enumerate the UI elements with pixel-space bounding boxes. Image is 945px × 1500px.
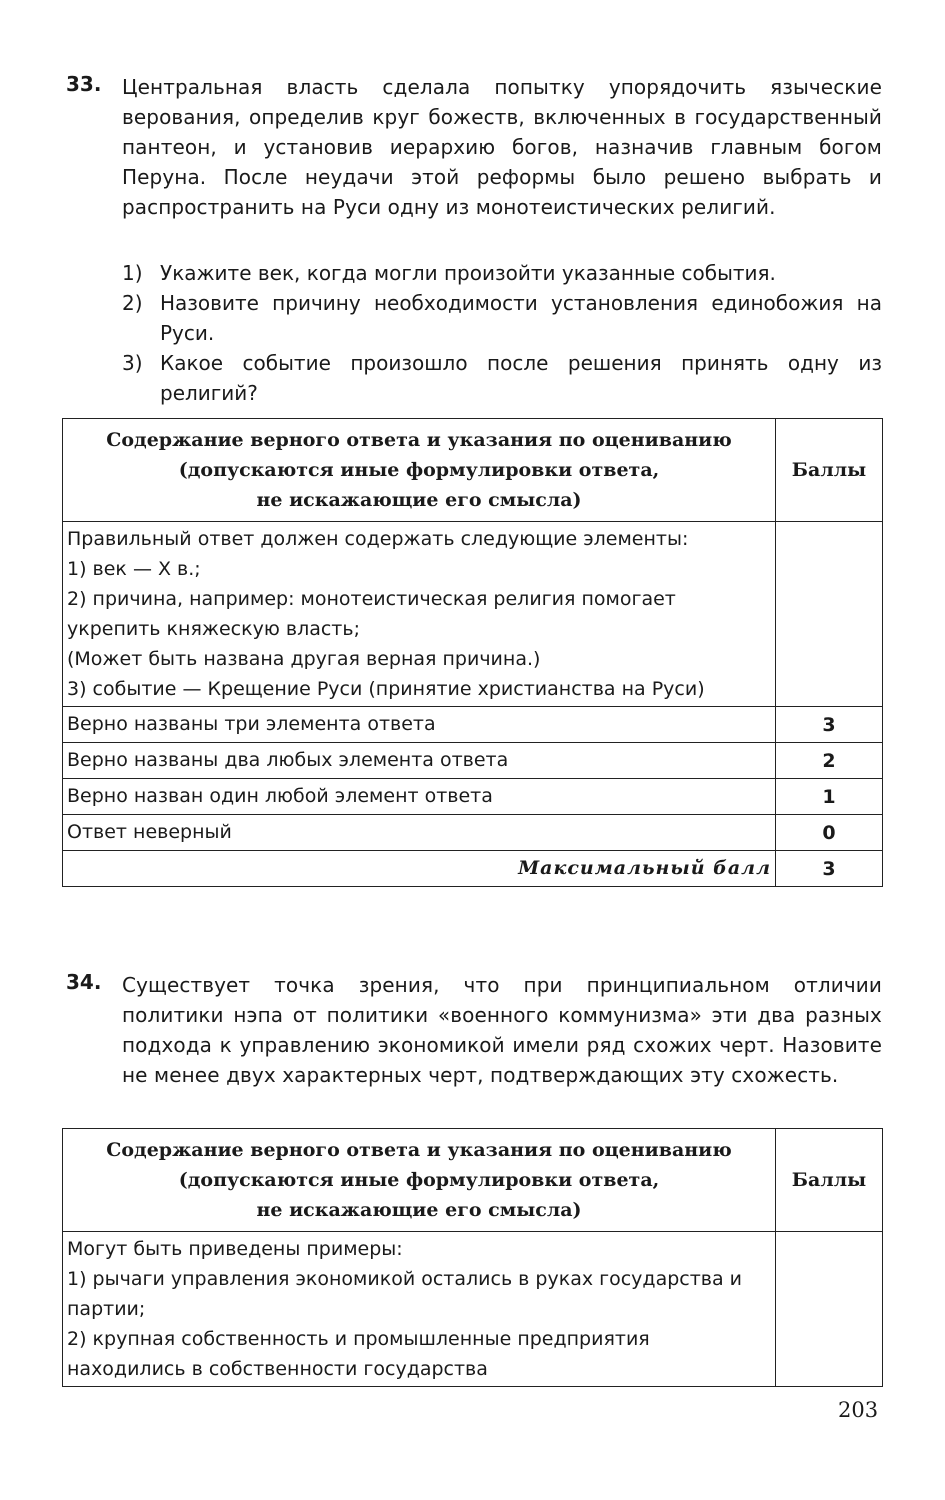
question-33-text: Центральная власть сделала попытку упорядочить языческие верования, определив круг божеств, включенных в государственный пантеон, и установив иерархию богов, назначив главным богом Перуна. После неудачи этой реформы было решено выбрать и распространить на Руси одну из монотеистических религий. [122, 75, 882, 219]
empty-cell [776, 522, 883, 707]
table-row: Ответ неверный 0 [63, 815, 883, 851]
table-header-points: Баллы [776, 1129, 883, 1232]
table-header-content: Содержание верного ответа и указания по оцениванию (допускаются иные формулировки ответа, не искажающие его смысла) [63, 1129, 776, 1232]
task-item: 3) Какое событие произошло после решения принять одну из религий? [122, 351, 882, 405]
question-34-text: Существует точка зрения, что при принципиальном отличии политики нэпа от политики «военного коммунизма» эти два разных подхода к управлению экономикой имели ряд схожих черт. Назовите не менее двух характерных черт, подтверждающих эту схожесть. [122, 973, 882, 1087]
task-item: 2) Назовите причину необходимости установления единобожия на Руси. [122, 291, 882, 345]
question-33-number: 33. [66, 72, 102, 96]
table-header-points: Баллы [776, 419, 883, 522]
task-item: 1) Укажите век, когда могли произойти указанные события. [122, 261, 776, 285]
empty-cell [776, 1232, 883, 1387]
table-row: Верно назван один любой элемент ответа 1 [63, 779, 883, 815]
question-34-number: 34. [66, 970, 102, 994]
question-34-grading-table [62, 1128, 883, 1387]
question-33-grading-table [62, 418, 883, 887]
table-row: Верно названы три элемента ответа 3 [63, 707, 883, 743]
answer-content: Могут быть приведены примеры: 1) рычаги управления экономикой остались в руках государства и партии; 2) крупная собственность и промышленные предприятия находились в собственности государства [63, 1232, 776, 1387]
max-score-row: Максимальный балл 3 [63, 851, 883, 887]
table-header-content: Содержание верного ответа и указания по оцениванию (допускаются иные формулировки ответа, не искажающие его смысла) [63, 419, 776, 522]
page-number: 203 [838, 1398, 879, 1422]
answer-content: Правильный ответ должен содержать следующие элементы: 1) век — X в.; 2) причина, например: монотеистическая религия помогает укрепить княжескую власть; (Может быть названа другая верная причина.) 3) событие — Крещение Руси (принятие христианства на Руси) [63, 522, 776, 707]
question-33-tasks [122, 258, 882, 408]
table-row: Верно названы два любых элемента ответа 2 [63, 743, 883, 779]
